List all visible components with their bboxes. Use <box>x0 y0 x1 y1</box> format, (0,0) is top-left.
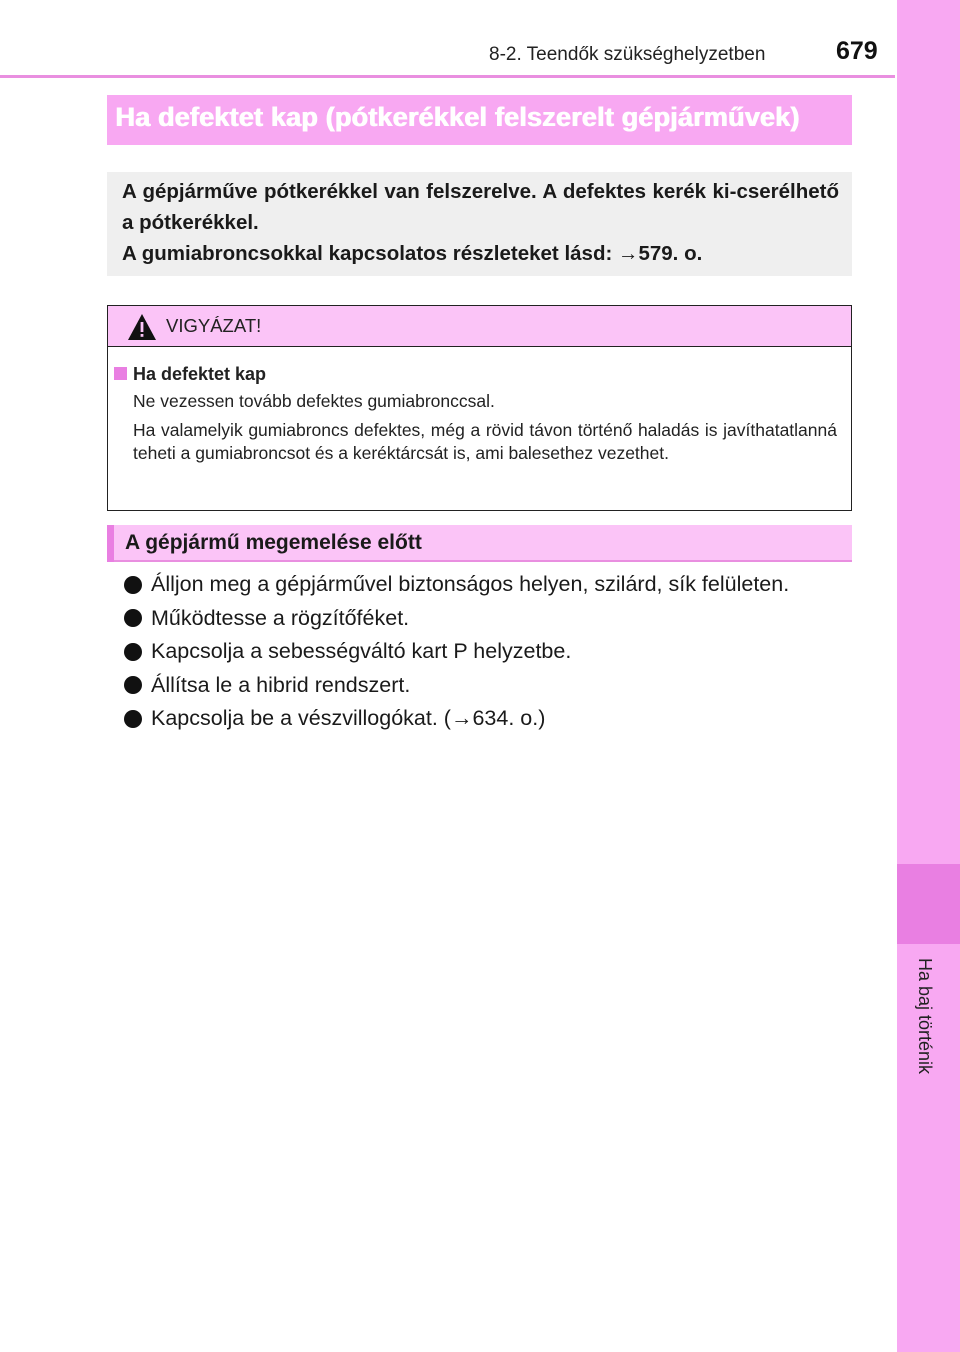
list-item-text: Működtesse a rögzítőféket. <box>151 605 410 630</box>
square-bullet-icon <box>114 367 127 380</box>
bullet-icon <box>124 609 142 627</box>
list-item <box>124 568 789 602</box>
intro-text <box>122 176 839 269</box>
list-item <box>124 669 789 703</box>
steps-list <box>124 568 789 736</box>
intro-line-2: A gumiabroncsokkal kapcsolatos részleteket lásd: →579. o. <box>122 242 703 265</box>
page-number: 679 <box>836 37 878 65</box>
page-title: Ha defektet kap (pótkerékkel felszerelt gépjárművek) <box>115 102 800 132</box>
list-item-text: Álljon meg a gépjárművel biztonságos helyen, szilárd, sík felületen. <box>151 572 790 597</box>
list-item-text: Állítsa le a hibrid rendszert. <box>151 672 411 697</box>
chapter-side-strip <box>897 0 960 1352</box>
warning-label: VIGYÁZAT! <box>166 315 262 336</box>
subsection-title: A gépjármű megemelése előtt <box>125 531 422 554</box>
header-divider <box>0 75 895 78</box>
list-item-text: Kapcsolja be a vészvillogókat. (→634. o.) <box>151 706 546 731</box>
chapter-tab <box>897 864 960 944</box>
list-item <box>124 635 789 669</box>
chapter-title: Ha baj történik <box>915 958 935 1075</box>
warning-paragraph-2: Ha valamelyik gumiabroncs defektes, még a rövid távon történő haladás is javíthatatlanná teheti a gumiabroncsot és a keréktárcsát is, ami balesethez vezethet. <box>133 420 837 463</box>
warning-subheading <box>114 364 266 385</box>
chapter-number: 8 <box>26 886 37 906</box>
bullet-icon <box>124 676 142 694</box>
subsection-accent <box>107 525 114 562</box>
bullet-icon <box>124 576 142 594</box>
list-item <box>124 702 789 736</box>
warning-triangle-icon <box>127 313 157 341</box>
warning-paragraph-1: Ne vezessen tovább defektes gumiabronccsal. <box>133 391 495 411</box>
section-reference: 8-2. Teendők szükséghelyzetben <box>489 44 766 65</box>
bullet-icon <box>124 710 142 728</box>
bullet-icon <box>124 643 142 661</box>
warning-box <box>107 305 852 511</box>
intro-line-1: A gépjárműve pótkerékkel van felszerelve. A defektes kerék ki-cserélhető a pótkerékkel. <box>122 180 839 234</box>
list-item <box>124 602 789 636</box>
list-item-text: Kapcsolja a sebességváltó kart P helyzetbe. <box>151 639 572 664</box>
warning-header <box>108 306 851 347</box>
warning-subheading-text: Ha defektet kap <box>133 364 267 384</box>
